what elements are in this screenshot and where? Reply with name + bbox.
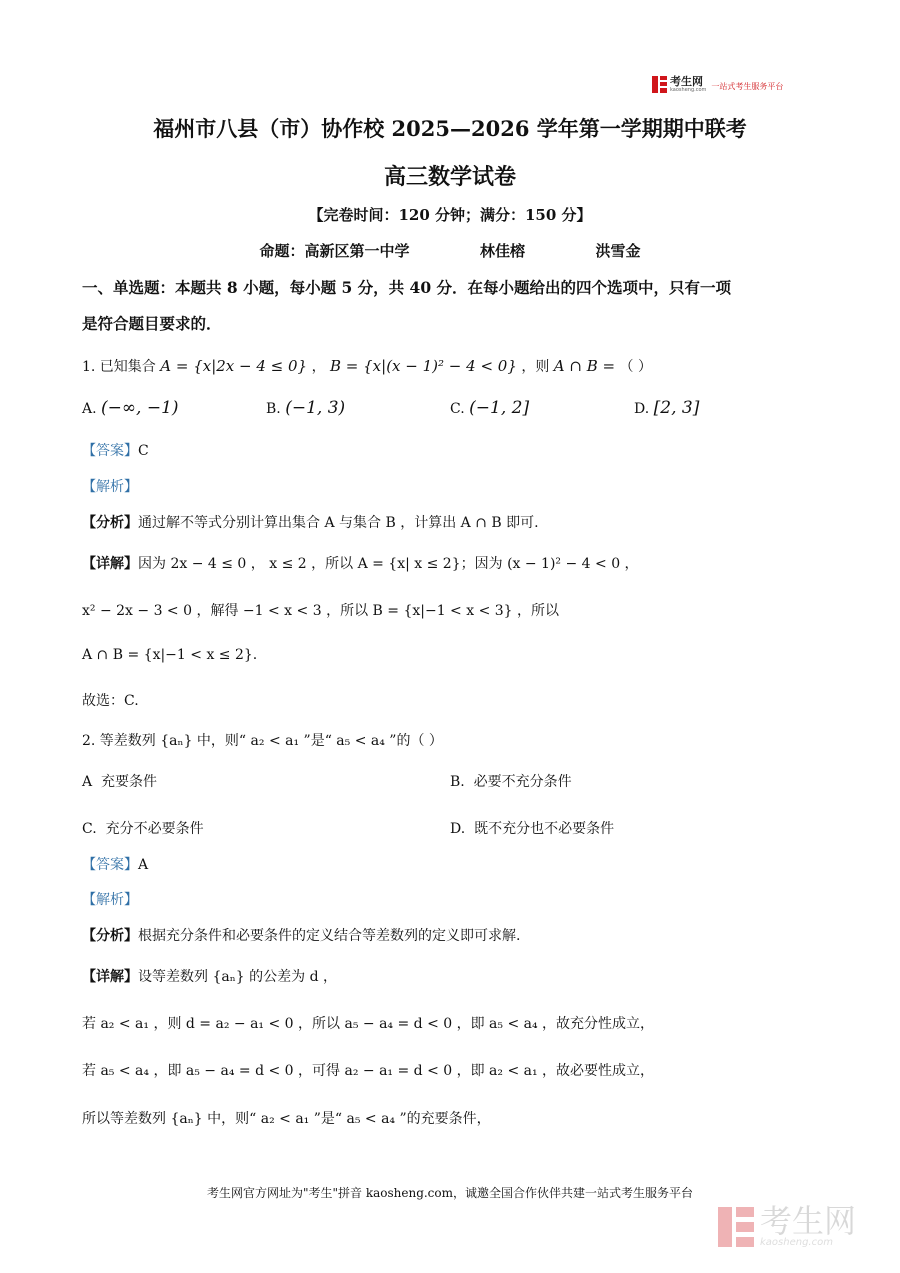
q1-stem: 1. 已知集合 A = {x|2x − 4 ≤ 0} ， B = {x|(x − 1)² − 4 < 0} ，则 A ∩ B = （ ） — [82, 357, 652, 375]
exam-info: 【完卷时间：120 分钟；满分：150 分】 — [308, 206, 592, 224]
q1-option-c: C. (−1, 2] — [450, 398, 530, 418]
q1-set-b: B = {x|(x − 1)² − 4 < 0} — [330, 357, 517, 375]
q1-set-a: A = {x|2x − 4 ≤ 0} — [160, 357, 308, 375]
q1-jiexi: 【解析】 — [82, 479, 138, 495]
q1-analysis: 【分析】通过解不等式分别计算出集合 A 与集合 B ，计算出 A ∩ B 即可. — [82, 515, 539, 531]
watermark-domain: kaosheng.com — [760, 1237, 833, 1248]
q2-answer: 【答案】A — [82, 857, 149, 873]
q1-ask: A ∩ B = — [553, 357, 616, 375]
paper-title: 高三数学试卷 — [383, 164, 516, 190]
q2-stem: 2. 等差数列 {aₙ} 中，则“ a₂ < a₁ ”是“ a₅ < a₄ ”的（ ） — [82, 733, 443, 749]
author-2: 洪雪金 — [595, 242, 641, 260]
q2-detail-3: 若 a₅ < a₄ ，即 a₅ − a₄ = d < 0 ，可得 a₂ − a₁ = d < 0 ，即 a₂ < a₁ ，故必要性成立， — [82, 1063, 655, 1079]
section-heading-line1: 一、单选题：本题共 8 小题，每小题 5 分，共 40 分．在每小题给出的四个选项中，只有一项 — [82, 278, 732, 297]
q1-option-a: A. (−∞, −1) — [82, 398, 179, 418]
q1-detail-2: x² − 2x − 3 < 0 ，解得 −1 < x < 3 ，所以 B = {x|−1 < x < 3} ，所以 — [82, 603, 560, 619]
q2-jiexi: 【解析】 — [82, 892, 138, 908]
section-heading-line2: 是符合题目要求的． — [82, 314, 222, 333]
setter-label: 命题：高新区第一中学 — [259, 242, 410, 260]
q2-option-c: C. 充分不必要条件 — [82, 821, 204, 837]
q2-detail-4: 所以等差数列 {aₙ} 中，则“ a₂ < a₁ ”是“ a₅ < a₄ ”的充要条件， — [82, 1111, 491, 1127]
watermark-logo — [718, 1202, 857, 1248]
page-footer: 考生网官方网址为"考生"拼音 kaosheng.com，诚邀全国合作伙伴共建一站式考生服务平台 — [206, 1186, 694, 1200]
q2-option-a: A 充要条件 — [82, 774, 158, 790]
q2-detail-1: 【详解】设等差数列 {aₙ} 的公差为 d ， — [82, 969, 337, 985]
setter-line — [0, 240, 900, 261]
q1-detail-3: A ∩ B = {x|−1 < x ≤ 2}. — [82, 647, 258, 663]
q2-option-b: B. 必要不充分条件 — [450, 774, 572, 790]
logo-slogan: 一站式考生服务平台 — [711, 81, 784, 91]
logo-domain: kaosheng.com — [670, 86, 707, 93]
q1-option-d: D. [2, 3] — [634, 398, 700, 418]
q1-conclusion: 故选：C. — [82, 693, 139, 709]
exam-title: 福州市八县（市）协作校 2025—2026 学年第一学期期中联考 — [153, 116, 747, 141]
logo-name: 考生网 — [670, 74, 703, 88]
q1-option-b: B. (−1, 3) — [266, 398, 346, 418]
watermark-icon — [718, 1207, 754, 1247]
watermark-name: 考生网 — [760, 1202, 857, 1240]
author-1: 林佳榕 — [479, 242, 525, 260]
site-logo — [652, 74, 783, 94]
q2-option-d: D. 既不充分也不必要条件 — [450, 821, 615, 837]
q2-detail-2: 若 a₂ < a₁ ，则 d = a₂ − a₁ < 0 ，所以 a₅ − a₄ = d < 0 ，即 a₅ < a₄ ，故充分性成立， — [82, 1016, 655, 1032]
q2-analysis: 【分析】根据充分条件和必要条件的定义结合等差数列的定义即可求解. — [82, 928, 521, 944]
q1-detail-1: 【详解】因为 2x − 4 ≤ 0 ， x ≤ 2 ，所以 A = {x| x ≤ 2}；因为 (x − 1)² − 4 < 0 ， — [82, 556, 639, 572]
q1-answer: 【答案】C — [82, 443, 149, 459]
logo-icon — [652, 76, 667, 93]
